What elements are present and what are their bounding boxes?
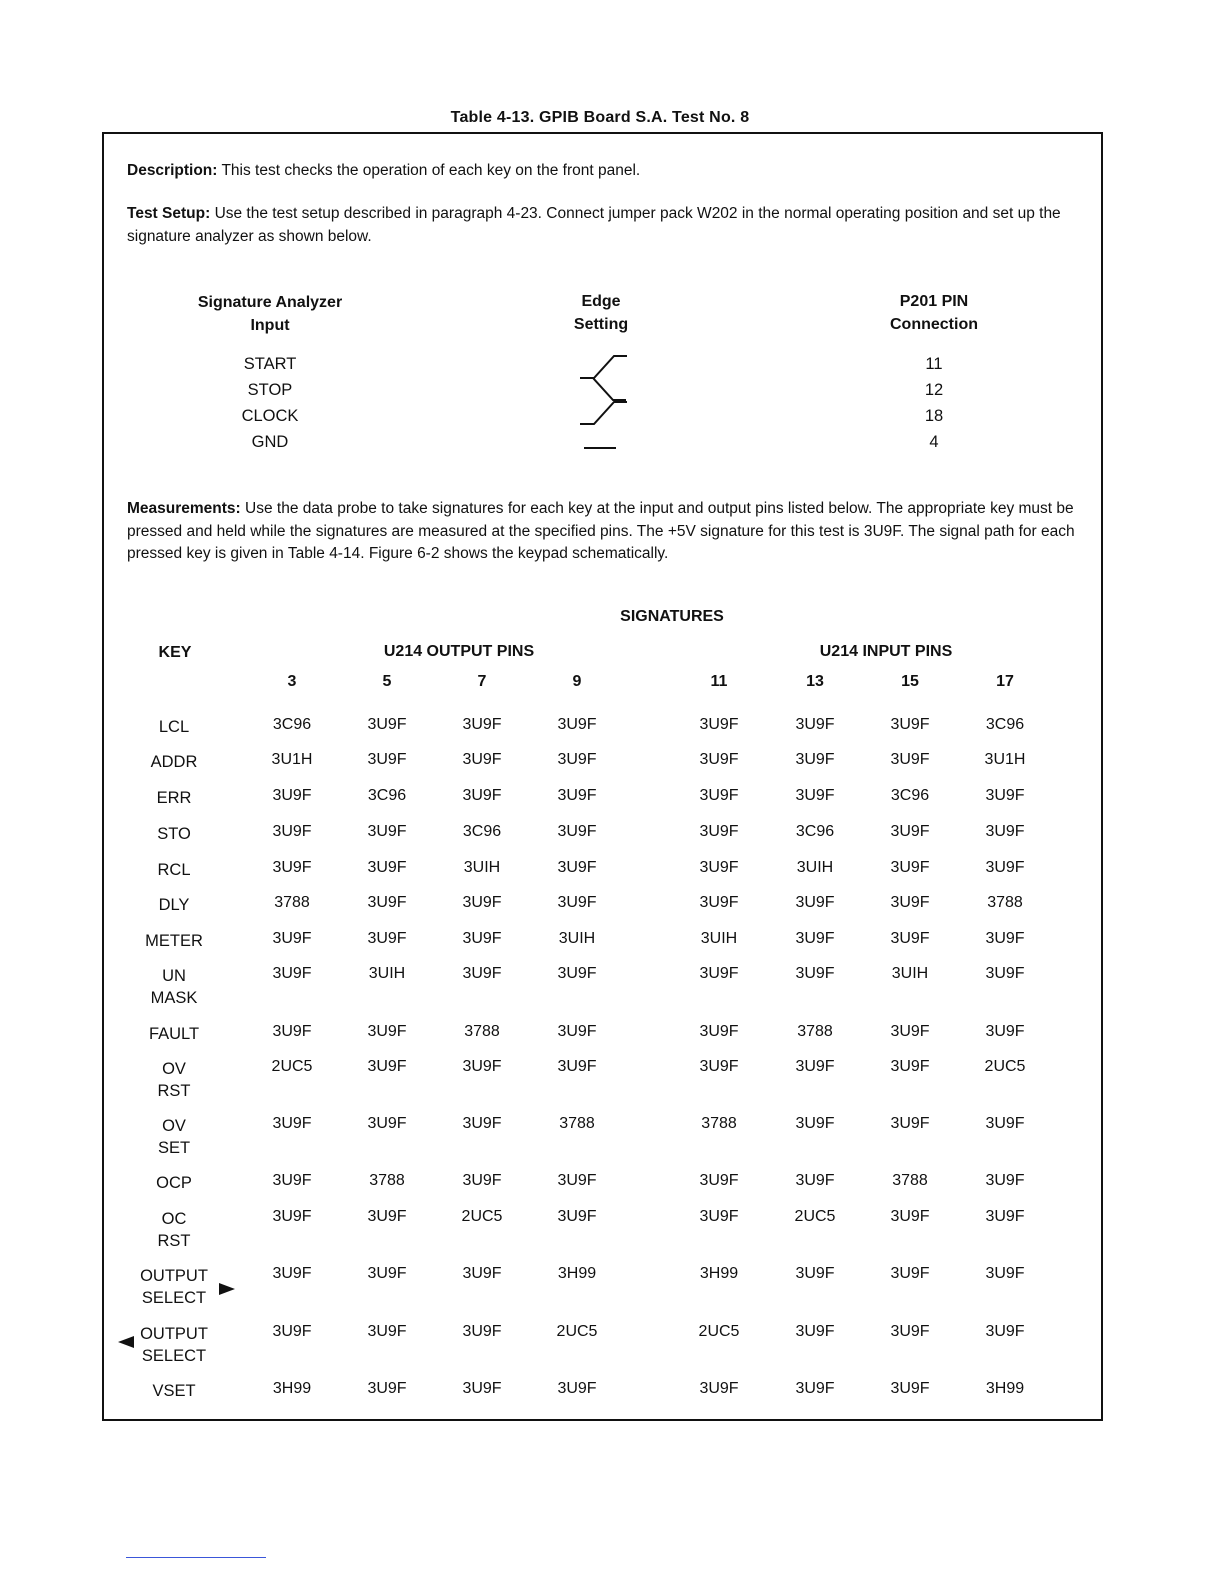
analyzer-input-clock: CLOCK — [241, 407, 299, 425]
signature-cell: 3U9F — [699, 894, 739, 911]
test-setup-label: Test Setup: — [127, 205, 211, 222]
measurements-label: Measurements: — [127, 500, 241, 517]
signature-cell: 3788 — [701, 1115, 737, 1132]
signature-cell: 2UC5 — [698, 1323, 740, 1340]
signature-cell: 3U9F — [890, 823, 930, 840]
key-label — [119, 1115, 229, 1159]
measurements-text: Use the data probe to take signatures for each key at the input and output pins listed below. The appropriate key must be pressed and held while the signatures are measured at the specified pins. The +5V signature for this test is 3U9F. The signal path for each pressed key is given in Table 4-14. Figure 6-2 shows the keypad schematically. — [127, 500, 1075, 562]
signature-cell: 3U9F — [699, 1172, 739, 1189]
signature-cell: 3U9F — [890, 716, 930, 733]
signature-cell: 3U9F — [890, 859, 930, 876]
signature-cell: 3U9F — [367, 1323, 407, 1340]
signature-cell: 3U9F — [557, 751, 597, 768]
key-label — [119, 1172, 229, 1194]
key-label — [119, 716, 229, 738]
signature-cell: 3U9F — [367, 894, 407, 911]
table-title: Table 4-13. GPIB Board S.A. Test No. 8 — [450, 109, 750, 126]
signature-cell: 3U9F — [367, 1380, 407, 1397]
signature-cell: 3U9F — [699, 716, 739, 733]
description-text: This test checks the operation of each key on the front panel. — [221, 162, 641, 179]
signature-cell: 3U9F — [367, 1265, 407, 1282]
signature-cell: 3U9F — [699, 1208, 739, 1225]
signature-cell: 2UC5 — [984, 1058, 1026, 1075]
signature-cell: 3U9F — [795, 930, 835, 947]
signature-cell: 3U9F — [795, 1323, 835, 1340]
falling-edge-icon — [580, 378, 626, 400]
signature-cell: 3U9F — [367, 1208, 407, 1225]
signature-cell: 3U9F — [462, 1172, 502, 1189]
test-setup-paragraph — [127, 203, 1079, 248]
left-arrow-icon — [116, 1335, 136, 1349]
signature-cell: 3U9F — [462, 716, 502, 733]
signature-cell: 3U9F — [462, 1058, 502, 1075]
key-label — [119, 859, 229, 881]
signature-cell: 3U9F — [795, 894, 835, 911]
analyzer-input-gnd: GND — [251, 433, 289, 451]
signature-cell: 3U9F — [462, 787, 502, 804]
footer-rule — [126, 1557, 266, 1558]
signature-cell: 3C96 — [272, 716, 312, 733]
signature-cell: 3U9F — [367, 823, 407, 840]
signature-cell: 3UIH — [463, 859, 501, 876]
output-pins-group-header: U214 OUTPUT PINS — [383, 643, 535, 660]
signature-cell: 3UIH — [558, 930, 596, 947]
signature-cell: 3U9F — [985, 787, 1025, 804]
key-label — [119, 1380, 229, 1402]
signature-cell: 3U1H — [984, 751, 1026, 768]
key-label-line: OUTPUT — [140, 1325, 208, 1343]
signature-cell: 3H99 — [985, 1380, 1025, 1397]
signature-cell: 3U9F — [367, 1023, 407, 1040]
key-label-line: MASK — [150, 989, 198, 1007]
pin-header-17: 17 — [996, 673, 1014, 690]
signature-cell: 3U9F — [795, 716, 835, 733]
signature-cell: 3U9F — [795, 751, 835, 768]
signature-cell: 3788 — [274, 894, 310, 911]
measurements-paragraph — [127, 498, 1079, 566]
signature-cell: 3U9F — [557, 823, 597, 840]
pin-header-3: 3 — [287, 673, 297, 690]
signature-cell: 3U9F — [985, 1265, 1025, 1282]
signature-cell: 3U9F — [985, 859, 1025, 876]
signature-cell: 3788 — [797, 1023, 833, 1040]
signature-cell: 3U9F — [272, 823, 312, 840]
signature-cell: 2UC5 — [271, 1058, 313, 1075]
signature-cell: 3U1H — [271, 751, 313, 768]
signature-cell: 3U9F — [795, 1115, 835, 1132]
signature-cell: 3U9F — [699, 1380, 739, 1397]
signature-cell: 3H99 — [699, 1265, 739, 1282]
signature-cell: 2UC5 — [556, 1323, 598, 1340]
signature-cell: 3UIH — [891, 965, 929, 982]
signature-cell: 3U9F — [557, 1023, 597, 1040]
signature-cell: 3U9F — [795, 1058, 835, 1075]
key-label-line: OUTPUT — [140, 1267, 208, 1285]
key-label-line: FAULT — [148, 1025, 200, 1043]
key-label-line: ADDR — [150, 753, 198, 771]
analyzer-input-start: START — [243, 355, 297, 373]
key-label-line: OC — [161, 1210, 187, 1228]
key-label-line: RCL — [157, 861, 191, 879]
signature-cell: 3U9F — [699, 1058, 739, 1075]
signature-cell: 3U9F — [985, 965, 1025, 982]
rising-edge-icon — [580, 356, 627, 378]
signature-cell: 3U9F — [795, 1380, 835, 1397]
signature-cell: 3U9F — [272, 1323, 312, 1340]
description-paragraph — [127, 160, 1079, 183]
signature-cell: 3H99 — [557, 1265, 597, 1282]
signature-cell: 3U9F — [890, 1265, 930, 1282]
key-label-line: STO — [157, 825, 191, 843]
key-label — [119, 1208, 229, 1252]
analyzer-input-header-line1: Signature Analyzer — [197, 294, 343, 311]
signature-cell: 3H99 — [272, 1380, 312, 1397]
signature-cell: 3U9F — [890, 1058, 930, 1075]
key-label-line: RST — [157, 1232, 191, 1250]
signature-cell: 3788 — [987, 894, 1023, 911]
key-label-line: SET — [157, 1139, 191, 1157]
signature-cell: 3U9F — [367, 930, 407, 947]
signature-cell: 3U9F — [795, 787, 835, 804]
pin-header-13: 13 — [806, 673, 824, 690]
signature-cell: 3U9F — [462, 894, 502, 911]
signature-cell: 3U9F — [699, 823, 739, 840]
edge-setting-header — [521, 290, 681, 336]
signature-cell: 3U9F — [699, 751, 739, 768]
key-label — [119, 930, 229, 952]
p201-pin-value: 18 — [924, 407, 944, 425]
key-label-line: DLY — [158, 896, 190, 914]
analyzer-input-header — [150, 291, 390, 337]
signature-cell: 3U9F — [462, 930, 502, 947]
signature-cell: 3U9F — [795, 965, 835, 982]
signature-cell: 3U9F — [557, 894, 597, 911]
signature-cell: 3C96 — [985, 716, 1025, 733]
signature-cell: 2UC5 — [461, 1208, 503, 1225]
edge-setting-header-line1: Edge — [581, 293, 621, 310]
key-label — [119, 751, 229, 773]
signature-cell: 3U9F — [272, 1265, 312, 1282]
analyzer-input-stop: STOP — [247, 381, 293, 399]
signature-cell: 3788 — [559, 1115, 595, 1132]
signature-cell: 3U9F — [557, 965, 597, 982]
signature-cell: 3788 — [464, 1023, 500, 1040]
p201-pin-value: 4 — [929, 433, 939, 451]
signature-cell: 3UIH — [368, 965, 406, 982]
description-label: Description: — [127, 162, 218, 179]
analyzer-input-header-line2: Input — [250, 317, 290, 334]
signature-cell: 3C96 — [462, 823, 502, 840]
key-label-line: OCP — [156, 1174, 192, 1192]
signature-cell: 3U9F — [985, 1323, 1025, 1340]
signature-cell: 3U9F — [795, 1172, 835, 1189]
key-label-line: OV — [162, 1060, 186, 1078]
signature-cell: 3U9F — [462, 1380, 502, 1397]
signature-cell: 3U9F — [367, 859, 407, 876]
key-label-line: SELECT — [141, 1289, 207, 1307]
signature-cell: 3U9F — [367, 1058, 407, 1075]
signature-cell: 3U9F — [890, 930, 930, 947]
signature-cell: 3U9F — [890, 751, 930, 768]
p201-pin-value: 11 — [925, 355, 943, 373]
signature-cell: 3U9F — [272, 787, 312, 804]
signature-cell: 3U9F — [272, 1115, 312, 1132]
signature-cell: 3U9F — [462, 751, 502, 768]
p201-pin-value: 12 — [924, 381, 944, 399]
p201-pin-header — [854, 290, 1014, 336]
signature-cell: 2UC5 — [794, 1208, 836, 1225]
signature-cell: 3U9F — [272, 1172, 312, 1189]
signature-cell: 3U9F — [699, 1023, 739, 1040]
key-label-line: METER — [145, 932, 203, 950]
signature-cell: 3U9F — [985, 1172, 1025, 1189]
key-label — [119, 965, 229, 1009]
signature-cell: 3U9F — [557, 787, 597, 804]
key-label — [119, 894, 229, 916]
key-label-line: LCL — [158, 718, 190, 736]
test-setup-text: Use the test setup described in paragraph 4-23. Connect jumper pack W202 in the normal operating position and set up the signature analyzer as shown below. — [127, 205, 1061, 245]
signature-cell: 3U9F — [272, 859, 312, 876]
input-pins-group-header: U214 INPUT PINS — [819, 643, 953, 660]
signature-cell: 3U9F — [557, 1380, 597, 1397]
signature-cell: 3U9F — [985, 930, 1025, 947]
pin-header-15: 15 — [901, 673, 919, 690]
signature-cell: 3U9F — [890, 894, 930, 911]
signature-cell: 3C96 — [795, 823, 835, 840]
signature-cell: 3U9F — [272, 1208, 312, 1225]
signature-cell: 3U9F — [890, 1323, 930, 1340]
signature-cell: 3C96 — [890, 787, 930, 804]
signature-cell: 3U9F — [272, 965, 312, 982]
signature-cell: 3C96 — [367, 787, 407, 804]
signature-cell: 3U9F — [985, 823, 1025, 840]
signature-cell: 3U9F — [462, 1265, 502, 1282]
signature-cell: 3U9F — [557, 716, 597, 733]
signature-cell: 3U9F — [890, 1023, 930, 1040]
pin-header-7: 7 — [477, 673, 487, 690]
signature-cell: 3U9F — [367, 716, 407, 733]
signature-cell: 3U9F — [699, 965, 739, 982]
right-arrow-icon — [218, 1282, 238, 1296]
key-label — [119, 1023, 229, 1045]
signature-cell: 3788 — [369, 1172, 405, 1189]
signature-cell: 3UIH — [796, 859, 834, 876]
key-label — [119, 823, 229, 845]
signature-cell: 3U9F — [890, 1380, 930, 1397]
edge-setting-symbols — [570, 340, 640, 460]
key-label-line: SELECT — [141, 1347, 207, 1365]
pin-header-11: 11 — [710, 673, 728, 690]
key-label — [119, 1058, 229, 1102]
signature-cell: 3U9F — [985, 1208, 1025, 1225]
pin-header-5: 5 — [382, 673, 392, 690]
signature-cell: 3U9F — [557, 1172, 597, 1189]
key-label-line: ERR — [156, 789, 192, 807]
signature-cell: 3788 — [892, 1172, 928, 1189]
signature-cell: 3U9F — [795, 1265, 835, 1282]
signatures-heading: SIGNATURES — [620, 608, 724, 625]
key-label-line: VSET — [152, 1382, 196, 1400]
signature-cell: 3U9F — [699, 859, 739, 876]
signature-cell: 3U9F — [890, 1115, 930, 1132]
key-label — [119, 1265, 229, 1309]
signature-cell: 3UIH — [700, 930, 738, 947]
signature-cell: 3U9F — [462, 1115, 502, 1132]
key-column-header: KEY — [158, 644, 192, 661]
signature-cell: 3U9F — [557, 1058, 597, 1075]
signature-cell: 3U9F — [985, 1023, 1025, 1040]
signature-cell: 3U9F — [462, 965, 502, 982]
edge-setting-header-line2: Setting — [573, 316, 629, 333]
key-label — [119, 787, 229, 809]
key-label-line: RST — [157, 1082, 191, 1100]
signature-cell: 3U9F — [557, 1208, 597, 1225]
signature-cell: 3U9F — [985, 1115, 1025, 1132]
key-label-line: UN — [162, 967, 186, 985]
signature-cell: 3U9F — [272, 930, 312, 947]
signature-cell: 3U9F — [699, 787, 739, 804]
pin-header-9: 9 — [572, 673, 582, 690]
p201-pin-header-line2: Connection — [890, 316, 978, 333]
key-label-line: OV — [162, 1117, 186, 1135]
rising-edge-icon — [580, 402, 627, 424]
signature-cell: 3U9F — [890, 1208, 930, 1225]
signature-cell: 3U9F — [557, 859, 597, 876]
signature-cell: 3U9F — [367, 1115, 407, 1132]
signature-cell: 3U9F — [462, 1323, 502, 1340]
p201-pin-header-line1: P201 PIN — [899, 293, 969, 310]
signature-cell: 3U9F — [367, 751, 407, 768]
signature-cell: 3U9F — [272, 1023, 312, 1040]
